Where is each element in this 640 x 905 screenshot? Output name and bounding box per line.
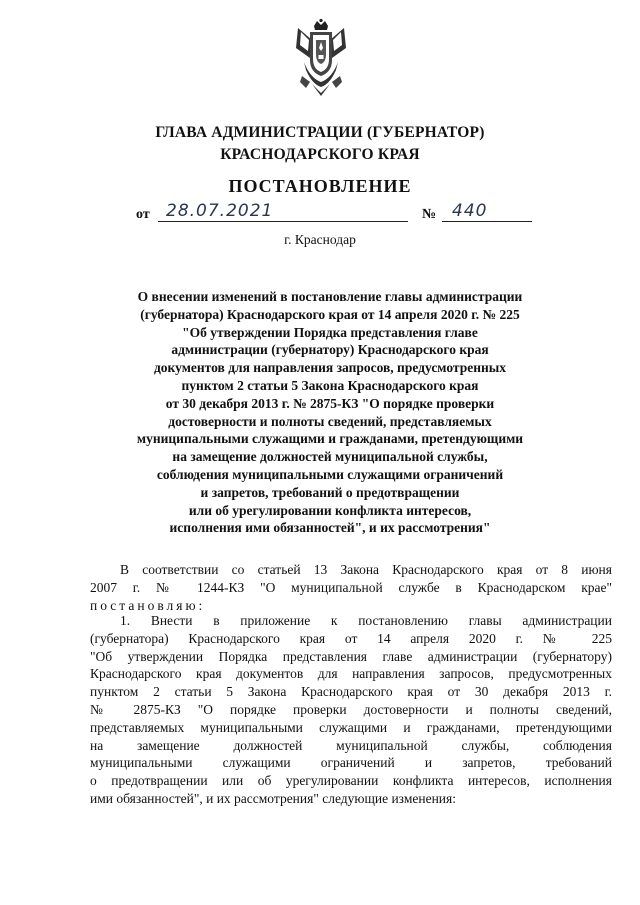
city: г. Краснодар [284,232,356,247]
body-line: Краснодарского края документов для направления запросов, предусмотренных [90,666,612,682]
title-line: исполнения ими обязанностей", и их рассмотрения" [169,520,491,536]
authority-title [0,122,640,166]
document-type: ПОСТАНОВЛЕНИЕ [228,176,412,196]
body-line: муниципальными служащими ограничений и запретов, требований [90,755,612,771]
title-line: достоверности и полноты сведений, представляемых [168,413,492,429]
date-value: 28.07.2021 [166,201,274,221]
preamble-paragraph [90,561,612,614]
document-details-row [136,201,532,228]
number-underline [442,221,532,222]
body-line: В соответствии со статьей 13 Закона Краснодарского края от 8 июня [120,562,612,577]
date-label: от [136,207,150,222]
authority-title-line: КРАСНОДАРСКОГО КРАЯ [220,146,420,163]
item-1-paragraph [90,612,612,808]
authority-title-line: ГЛАВА АДМИНИСТРАЦИИ (ГУБЕРНАТОР) [155,124,485,141]
decree-word: постановляю: [90,597,206,613]
title-line: документов для направления запросов, предусмотренных [153,360,507,376]
decree-title [80,288,580,537]
title-line: или об урегулировании конфликта интересов, [188,502,472,518]
number-label: № [422,207,437,222]
number-value: 440 [452,201,488,221]
title-line: О внесении изменений в постановление главы администрации [137,289,523,304]
title-line: от 30 декабря 2013 г. № 2875-КЗ "О порядке проверки [165,395,495,411]
body-line: представляемых муниципальными служащими и гражданами, претендующими [90,719,612,735]
title-line: соблюдения муниципальными служащими ограничений [156,466,504,482]
body-line: 2007 г. № 1244-КЗ "О муниципальной службе в Краснодарском крае" [90,579,612,595]
body-line: (губернатора) Краснодарского края от 14 апреля 2020 г. № 225 [90,630,612,646]
body-line: на замещение должностей муниципальной службы, соблюдения [90,737,612,753]
body-line: № 2875-КЗ "О порядке проверки достоверности и полноты сведений, [90,701,612,717]
body-line: пунктом 2 статьи 5 Закона Краснодарского края от 30 декабря 2013 г. [90,684,612,700]
body-line: о предотвращении или об урегулировании конфликта интересов, исполнения [90,773,612,789]
title-line: муниципальными служащими и гражданами, претендующими [136,431,524,447]
title-line: администрации (губернатору) Краснодарского края [171,342,489,358]
title-line: "Об утверждении Порядка представления главе [182,324,478,340]
title-line: на замещение должностей муниципальной службы, [172,449,488,465]
coat-of-arms-icon [292,18,350,100]
title-line: (губернатора) Краснодарского края от 14 апреля 2020 г. № 225 [140,306,520,322]
date-underline [158,221,408,222]
body-line: ими обязанностей", и их рассмотрения" следующие изменения: [90,790,456,806]
body-line: "Об утверждении Порядка представления главе администрации (губернатору) [90,648,612,664]
body-line: 1. Внести в приложение к постановлению главы администрации [120,613,612,628]
title-line: и запретов, требований о предотвращении [200,484,460,500]
title-line: пунктом 2 статьи 5 Закона Краснодарского края [181,377,479,393]
